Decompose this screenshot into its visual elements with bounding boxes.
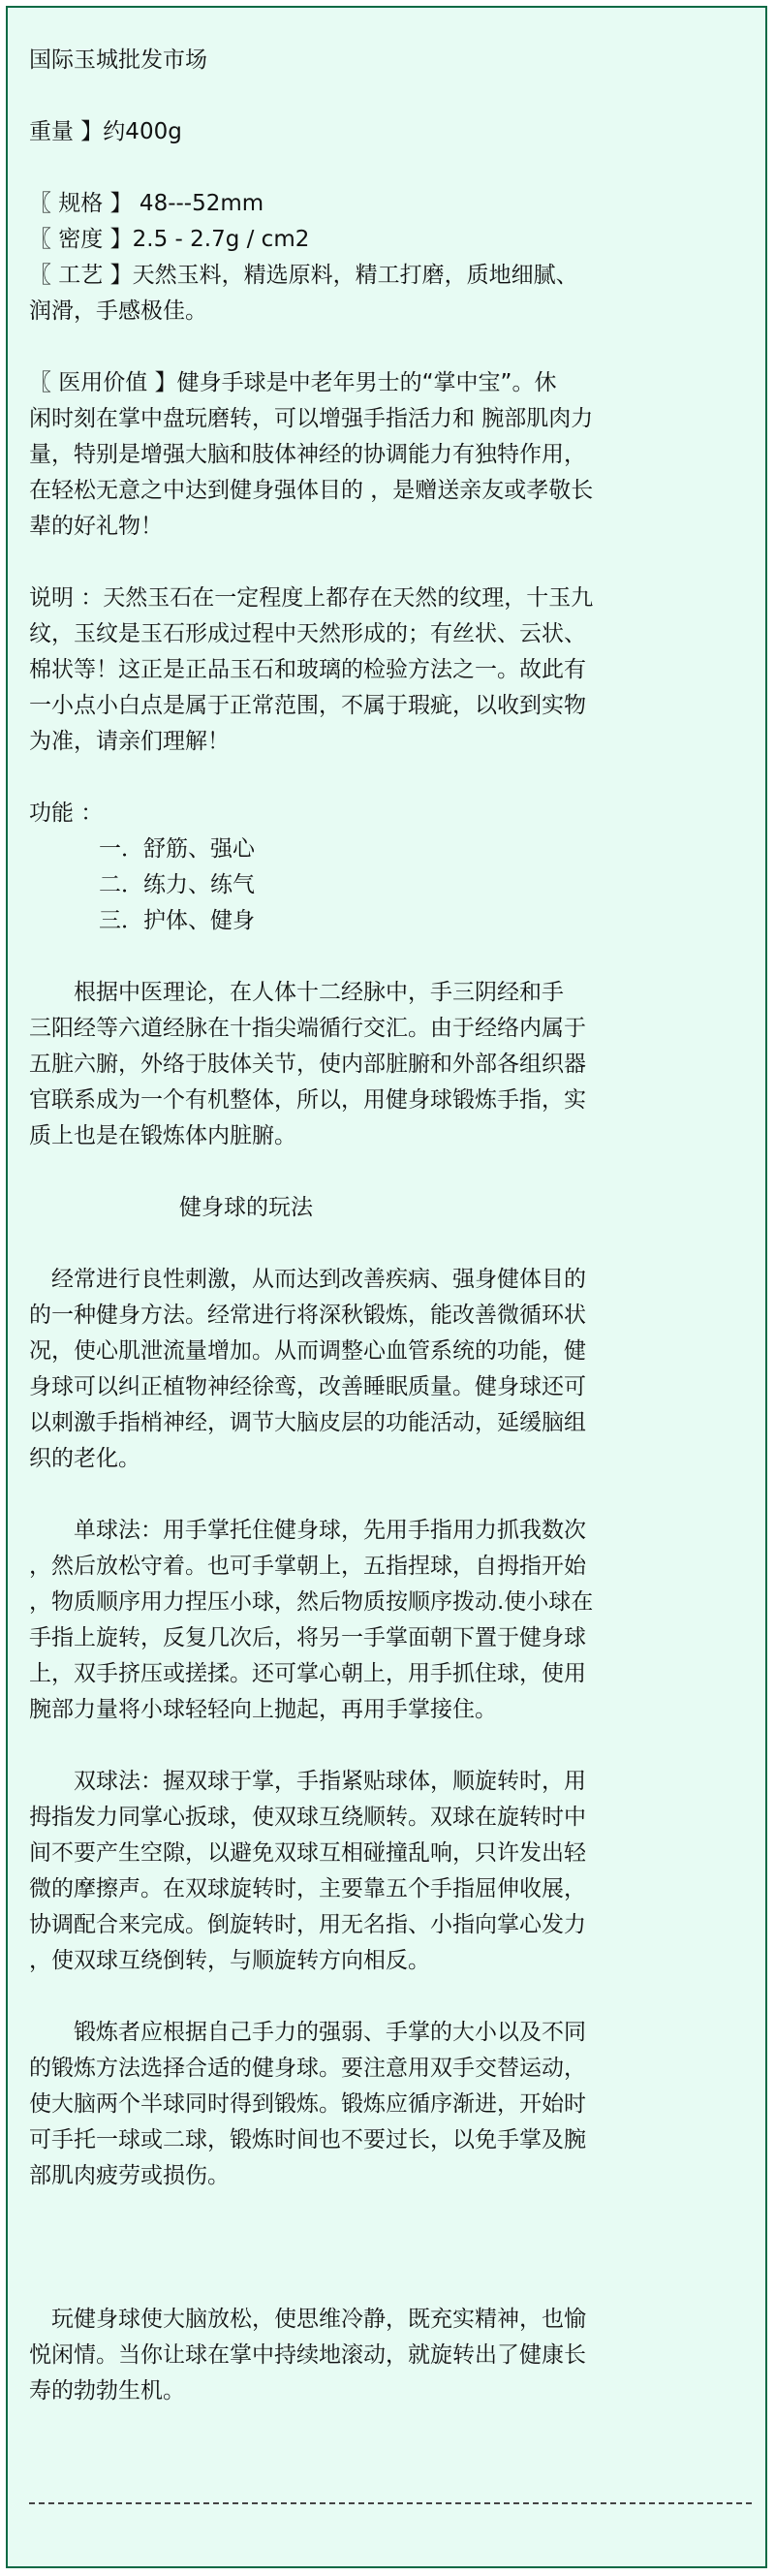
double-ball-line-3: 间不要产生空隙，以避免双球互相碰撞乱响，只许发出轻 xyxy=(29,1840,586,1866)
medical-value-line-4: 在轻松无意之中达到健身强体目的 ，是赠送亲友或孝敬长 xyxy=(29,478,594,503)
double-ball-line-4: 微的摩擦声。在双球旋转时，主要靠五个手指屈伸收展， xyxy=(29,1876,586,1901)
single-ball-line-4: 手指上旋转，反复几次后，将另一手掌面朝下置于健身球 xyxy=(29,1625,586,1650)
density-line: 〖 密度 】2.5 - 2.7g / cm2 xyxy=(29,227,310,252)
note-line-1: 说明 ：天然玉石在一定程度上都存在天然的纹理，十玉九 xyxy=(29,585,594,611)
ending-line-2: 悦闲情。当你让球在掌中持续地滚动，就旋转出了健康长 xyxy=(29,2342,586,2368)
note-line-4: 一小点小白点是属于正常范围，不属于瑕疵，以收到实物 xyxy=(29,693,586,718)
function-item-2: 二．练力、练气 xyxy=(99,872,255,897)
medical-value-line-1: 〖 医用价值 】健身手球是中老年男士的“掌中宝”。休 xyxy=(29,370,557,395)
tcm-line-2: 三阳经等六道经脉在十指尖端循行交汇。由于经络内属于 xyxy=(29,1016,586,1041)
medical-value-line-5: 辈的好礼物！ xyxy=(29,514,163,539)
single-ball-line-3: ，物质顺序用力捏压小球，然后物质按顺序拨动.使小球在 xyxy=(29,1589,594,1615)
product-description-panel xyxy=(6,6,767,2568)
double-ball-line-1: 双球法：握双球于掌，手指紧贴球体，顺旋转时，用 xyxy=(29,1769,586,1794)
play-line-4: 身球可以纠正植物神经徐鸾，改善睡眠质量。健身球还可 xyxy=(29,1374,586,1399)
function-label: 功能 ： xyxy=(29,801,104,826)
note-line-2: 纹，玉纹是玉石形成过程中天然形成的；有丝状、云状、 xyxy=(29,621,586,646)
craft-line-1: 〖 工艺 】天然玉料，精选原料，精工打磨，质地细腻、 xyxy=(29,263,578,288)
spec-line: 〖 规格 】 48---52mm xyxy=(29,191,264,216)
note-line-5: 为准，请亲们理解！ xyxy=(29,729,230,754)
ending-line-3: 寿的勃勃生机。 xyxy=(29,2378,185,2403)
play-section-title: 健身球的玩法 xyxy=(179,1195,313,1220)
tcm-line-5: 质上也是在锻炼体内脏腑。 xyxy=(29,1123,296,1148)
single-ball-line-1: 单球法：用手掌托住健身球，先用手指用力抓我数次 xyxy=(29,1518,586,1543)
play-line-3: 况，使心肌泄流量增加。从而调整心血管系统的功能，健 xyxy=(29,1338,586,1364)
play-line-6: 织的老化。 xyxy=(29,1446,140,1471)
play-line-1: 经常进行良性刺激，从而达到改善疾病、强身健体目的 xyxy=(29,1267,586,1292)
craft-line-2: 润滑，手感极佳。 xyxy=(29,298,207,324)
ending-line-1: 玩健身球使大脑放松，使思维冷静，既充实精神，也愉 xyxy=(29,2307,586,2332)
training-line-3: 使大脑两个半球同时得到锻炼。锻炼应循序渐进，开始时 xyxy=(29,2091,586,2117)
tcm-line-1: 根据中医理论，在人体十二经脉中，手三阴经和手 xyxy=(29,980,564,1005)
single-ball-line-5: 上，双手挤压或搓揉。还可掌心朝上，用手抓住球，使用 xyxy=(29,1661,586,1686)
tcm-line-3: 五脏六腑，外络于肢体关节，使内部脏腑和外部各组织器 xyxy=(29,1052,586,1077)
note-line-3: 棉状等！这正是正品玉石和玻璃的检验方法之一。故此有 xyxy=(29,657,586,682)
training-line-5: 部肌肉疲劳或损伤。 xyxy=(29,2163,230,2188)
double-ball-line-2: 拇指发力同掌心扳球，使双球互绕顺转。双球在旋转时中 xyxy=(29,1805,586,1830)
play-line-2: 的一种健身方法。经常进行将深秋锻炼，能改善微循环状 xyxy=(29,1303,586,1328)
play-line-5: 以刺激手指梢神经，调节大脑皮层的功能活动，延缓脑组 xyxy=(29,1410,586,1435)
medical-value-line-3: 量，特别是增强大脑和肢体神经的协调能力有独特作用， xyxy=(29,442,586,467)
double-ball-line-5: 协调配合来完成。倒旋转时，用无名指、小指向掌心发力 xyxy=(29,1912,586,1937)
training-line-2: 的锻炼方法选择合适的健身球。要注意用双手交替运动， xyxy=(29,2056,586,2081)
function-item-1: 一．舒筋、强心 xyxy=(99,836,255,862)
training-line-1: 锻炼者应根据自己手力的强弱、手掌的大小以及不同 xyxy=(29,2020,586,2045)
training-line-4: 可手托一球或二球，锻炼时间也不要过长，以免手掌及腕 xyxy=(29,2127,586,2152)
function-item-3: 三．护体、健身 xyxy=(99,908,255,933)
description-content xyxy=(29,43,751,2409)
weight-line: 重量 】约400g xyxy=(29,119,182,144)
store-title: 国际玉城批发市场 xyxy=(29,47,207,73)
double-ball-line-6: ，使双球互绕倒转，与顺旋转方向相反。 xyxy=(29,1948,430,1973)
single-ball-line-6: 腕部力量将小球轻轻向上抛起，再用手掌接住。 xyxy=(29,1697,497,1722)
tcm-line-4: 官联系成为一个有机整体，所以，用健身球锻炼手指，实 xyxy=(29,1087,586,1113)
single-ball-line-2: ，然后放松守着。也可手掌朝上，五指捏球，自拇指开始 xyxy=(29,1554,586,1579)
medical-value-line-2: 闲时刻在掌中盘玩磨转，可以增强手指活力和 腕部肌肉力 xyxy=(29,406,594,431)
dashed-divider xyxy=(29,2502,752,2504)
